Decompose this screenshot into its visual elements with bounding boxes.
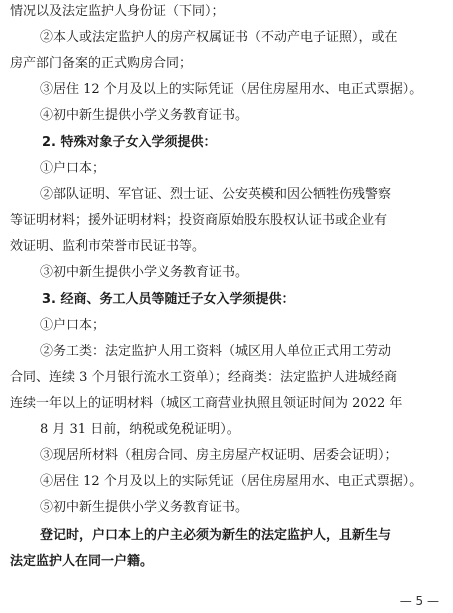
text-line-registration-rule: 登记时，户口本上的户主必须为新生的法定监护人，且新生与 — [40, 528, 392, 543]
text-line-purchase-contract: 房产部门备案的正式购房合同； — [10, 56, 193, 71]
text-line-military-proof: ②部队证明、军官证、烈士证、公安英模和因公牺牲伤残警察 — [40, 187, 392, 202]
text-line-same-household: 法定监护人在同一户籍。 — [10, 554, 154, 569]
text-line-household-register-2: ①户口本； — [40, 318, 106, 333]
text-line-tax-proof: 8 月 31 日前，纳税或免税证明）。 — [40, 422, 240, 437]
text-line-education-certificate: ④初中新生提供小学义务教育证书。 — [40, 108, 249, 123]
text-line-business-license: 连续一年以上的证明材料（城区工商营业执照且领证时间为 2022 年 — [10, 396, 403, 411]
text-line-household-register: ①户口本； — [40, 161, 106, 176]
text-line-residence-proof-2: ④居住 12 个月及以上的实际凭证（居住房屋用水、电正式票据）。 — [40, 474, 423, 489]
text-line-employment-docs: ②务工类：法定监护人用工资料（城区用人单位正式用工劳动 — [40, 344, 392, 359]
text-line-property-certificate: ②本人或法定监护人的房产权属证书（不动产电子证照），或在 — [40, 30, 398, 45]
section-heading-migrant-workers: 3. 经商、务工人员等随迁子女入学须提供： — [42, 292, 295, 307]
text-line-id-card-note: 情况以及法定监护人身份证（下同）； — [10, 4, 225, 19]
text-line-education-certificate-3: ⑤初中新生提供小学义务教育证书。 — [40, 500, 249, 515]
text-line-labor-contract: 合同、连续 3 个月银行流水工资单）；经商类：法定监护人进城经商 — [10, 370, 398, 385]
text-line-residence-proof: ③居住 12 个月及以上的实际凭证（居住房屋用水、电正式票据）。 — [40, 82, 423, 97]
text-line-aid-investor-proof: 等证明材料；援外证明材料；投资商原始股东股权认证书或企业有 — [10, 213, 388, 228]
page-number: — 5 — — [399, 594, 439, 608]
section-heading-special-groups: 2. 特殊对象子女入学须提供： — [42, 135, 217, 150]
text-line-education-certificate-2: ③初中新生提供小学义务教育证书。 — [40, 265, 249, 280]
text-line-honorary-citizen: 效证明、监利市荣誉市民证书等。 — [10, 239, 206, 254]
text-line-current-residence: ③现居所材料（租房合同、房主房屋产权证明、居委会证明）； — [40, 448, 398, 463]
